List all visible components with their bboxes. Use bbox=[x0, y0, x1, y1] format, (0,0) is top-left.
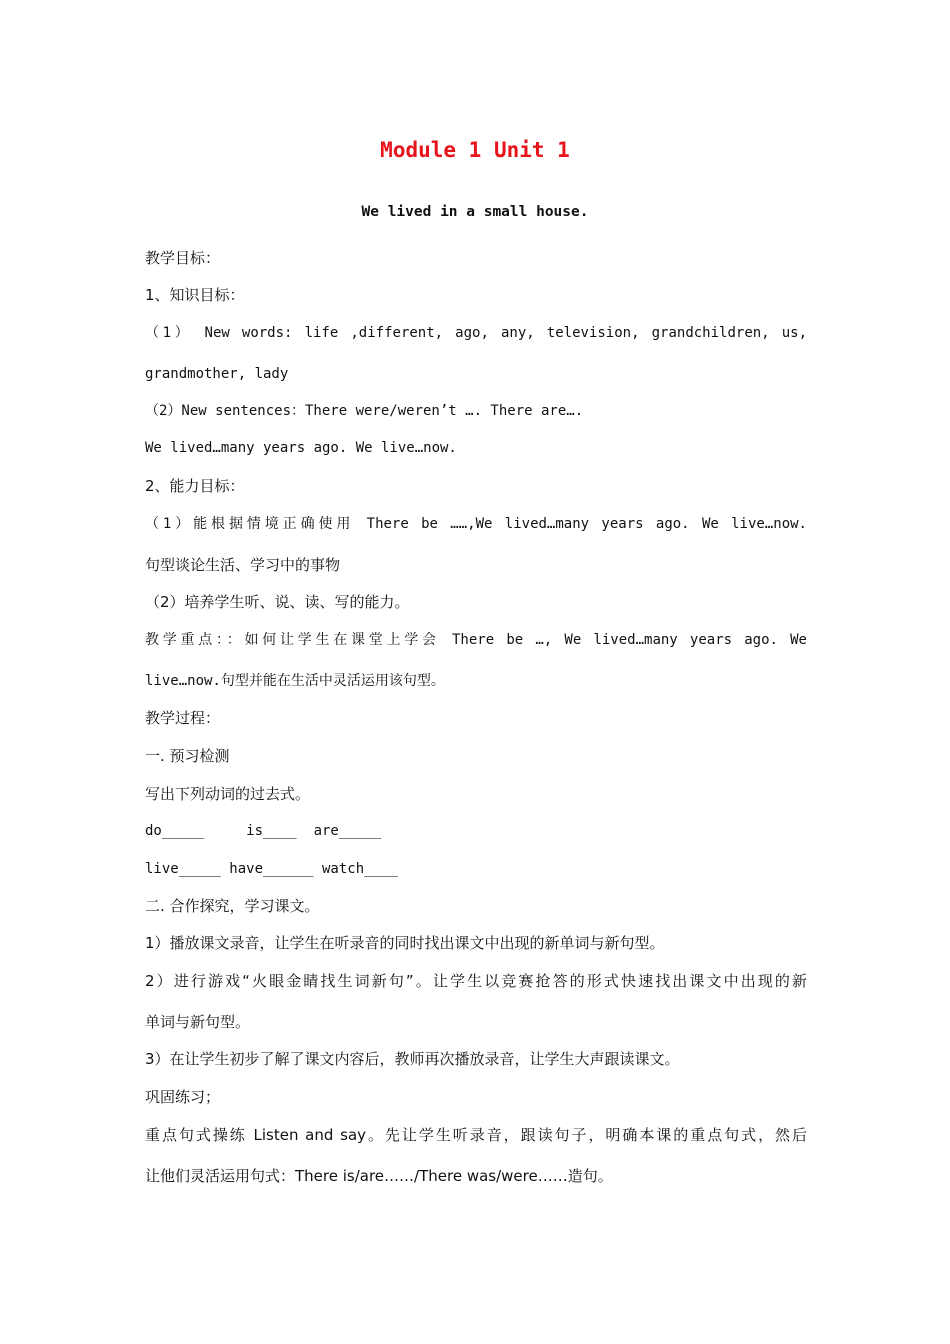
step2-heading: 二. 合作探究，学习课文。 bbox=[145, 897, 320, 915]
knowledge-heading: 1、知识目标： bbox=[145, 286, 245, 304]
document-title: Module 1 Unit 1 bbox=[380, 138, 570, 162]
step2-item-2b: 单词与新句型。 bbox=[145, 1013, 251, 1031]
practice-line-2: 让他们灵活运用句式：There is/are……/There was/were……造句。 bbox=[145, 1167, 613, 1185]
document-subtitle: We lived in a small house. bbox=[361, 204, 589, 220]
new-words-line-1: （1） New words: life ,different, ago, any, television, grandchildren, us, bbox=[145, 325, 807, 341]
focus-line-1: 教学重点：：如何让学生在课堂上学会 There be …, We lived…many years ago. We bbox=[145, 632, 807, 648]
new-sentences-line-1: （2）New sentences：There were/weren’t …. There are…. bbox=[145, 403, 584, 419]
practice-heading: 巩固练习； bbox=[145, 1088, 221, 1106]
ability-line-1b: 句型谈论生活、学习中的事物 bbox=[145, 556, 341, 574]
step2-item-1: 1）播放课文录音，让学生在听录音的同时找出课文中出现的新单词与新句型。 bbox=[145, 934, 665, 952]
step2-item-3: 3）在让学生初步了解了课文内容后，教师再次播放录音，让学生大声跟读课文。 bbox=[145, 1050, 680, 1068]
objectives-heading: 教学目标： bbox=[145, 249, 221, 267]
ability-line-2: （2）培养学生听、说、读、写的能力。 bbox=[145, 593, 410, 611]
ability-heading: 2、能力目标： bbox=[145, 477, 245, 495]
ability-line-1a: （1）能根据情境正确使用 There be ……,We lived…many years ago. We live…now. bbox=[145, 516, 807, 532]
focus-line-2: live…now.句型并能在生活中灵活运用该句型。 bbox=[145, 673, 445, 689]
verbs-row-1: do_____ is____ are_____ bbox=[145, 823, 382, 839]
verbs-row-2: live_____ have______ watch____ bbox=[145, 861, 398, 877]
practice-line-1: 重点句式操练 Listen and say。先让学生听录音，跟读句子，明确本课的重点句式，然后 bbox=[145, 1126, 807, 1144]
new-words-line-2: grandmother, lady bbox=[145, 366, 289, 382]
step2-item-2a: 2）进行游戏“火眼金睛找生词新句”。让学生以竞赛抢答的形式快速找出课文中出现的新 bbox=[145, 972, 807, 990]
step1-instruction: 写出下列动词的过去式。 bbox=[145, 785, 311, 803]
new-sentences-line-2: We lived…many years ago. We live…now. bbox=[145, 440, 457, 456]
step1-heading: 一. 预习检测 bbox=[145, 747, 230, 765]
process-heading: 教学过程： bbox=[145, 709, 221, 727]
